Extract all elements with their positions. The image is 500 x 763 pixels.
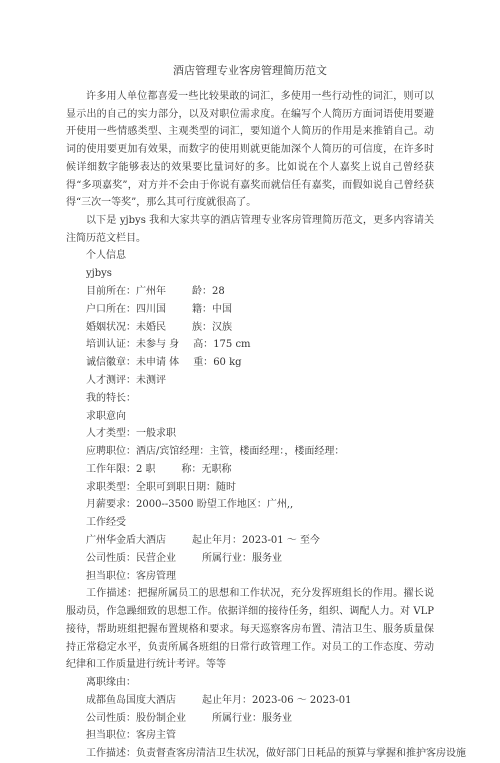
- company-name: 广州华金盾大酒店: [86, 535, 166, 547]
- field-value: 2000--3500 盼望工作地区：广州,,: [136, 499, 294, 511]
- intent-row-years: [66, 461, 434, 479]
- applicant-name: yjbys: [86, 268, 112, 280]
- field-label: 工作年限：: [86, 463, 136, 475]
- field-value: 服务业: [252, 552, 282, 564]
- field-label: 培训认证：: [86, 339, 136, 351]
- field-label: 起止年月：: [202, 694, 252, 706]
- field-label: 公司性质：: [86, 712, 136, 724]
- field-value: 汉族: [212, 321, 232, 333]
- field-value: 175 cm: [213, 339, 251, 351]
- field-value: 28: [212, 285, 225, 297]
- field-value: 2023-06 ～ 2023-01: [252, 694, 352, 706]
- field-label: 所属行业：: [202, 552, 252, 564]
- experience-heading: 工作经受: [86, 517, 126, 529]
- company-name: 成都鱼岛国度大酒店: [86, 694, 176, 706]
- field-value: 四川国: [136, 303, 166, 315]
- field-label: 目前所在：: [86, 285, 136, 297]
- field-label: 所属行业：: [212, 712, 262, 724]
- profile-heading: 个人信息: [86, 250, 126, 262]
- intent-row-position: [66, 443, 434, 461]
- field-label: 户口所在：: [86, 303, 136, 315]
- field-label: 应聘职位：: [86, 446, 136, 458]
- field-label: 重：: [193, 357, 214, 369]
- field-value: 客房主管: [136, 730, 176, 742]
- field-label: 籍：: [192, 303, 212, 315]
- field-label: 求职类型：: [86, 481, 136, 493]
- field-label: 人才类型：: [86, 428, 136, 440]
- field-value: 无职称: [201, 463, 232, 475]
- field-label: 人才测评：: [86, 374, 136, 386]
- field-label: 称：: [181, 463, 202, 475]
- profile-row-hukou: [66, 301, 434, 319]
- job2-description: 工作描述：负责督查客房清洁卫生状况，做好部门日耗品的预算与掌握和推护客房设施: [86, 748, 466, 760]
- job1-role-row: [66, 568, 434, 586]
- field-value: 未申请 体: [136, 357, 180, 369]
- leave-reason-label: 离职缘由：: [86, 676, 136, 688]
- profile-row-credit: [66, 354, 434, 372]
- field-value: 中国: [212, 303, 232, 315]
- job2-nature-row: [66, 710, 434, 728]
- field-value: 未婚民: [136, 321, 166, 333]
- field-value: 股份制企业: [136, 712, 186, 724]
- field-value: 2023-01 ～ 至今: [242, 535, 320, 547]
- field-value: 服务业: [262, 712, 292, 724]
- field-value: 60 kg: [213, 357, 242, 369]
- field-label: 月薪要求：: [86, 499, 136, 511]
- profile-row-marital: [66, 319, 434, 337]
- job2-role-row: [66, 727, 434, 745]
- field-label: 龄：: [192, 285, 212, 297]
- intro-paragraph: 许多用人单位都喜爱一些比较果敢的词汇，多使用一些行动性的词汇，则可以显示出的自己的实力部分，以及对职位需求度。在编写个人简历方面词语使用要避开使用一些情感类型、主观类型的词汇，要知道个人简历的作用是来推销自己。动词的使用要更加有效果，而数字的使用则就更能加深个人简历的可信度，在许多时候详细数字能够表达的效果要比量词好的多。比如说在个人嘉奖上说自己曾经获得“多项嘉奖”，对方并不会由于你说有嘉奖而就信任有嘉奖，而假如说自己曾经获得“三次一等奖”，那么其可行度就很高了。: [66, 91, 434, 209]
- field-value: 客房管理: [136, 570, 176, 582]
- intent-row-status: [66, 479, 434, 497]
- field-label: 族：: [192, 321, 212, 333]
- intent-row-type: [66, 425, 434, 443]
- doc-title: 酒店管理专业客房管理简历范文: [173, 64, 327, 77]
- field-label: 起止年月：: [192, 535, 242, 547]
- field-label: 婚姻状况：: [86, 321, 136, 333]
- field-value: 2 职: [136, 463, 156, 475]
- field-value: 民营企业: [136, 552, 176, 564]
- profile-row-location: [66, 283, 434, 301]
- field-value: 未测评: [136, 374, 166, 386]
- field-label: 公司性质：: [86, 552, 136, 564]
- job1-company-row: [66, 532, 434, 550]
- profile-row-training: [66, 336, 434, 354]
- profile-row-talent: [66, 372, 434, 390]
- field-value: 全职可到职日期：随时: [136, 481, 236, 493]
- intro-paragraph: 以下是 yjbys 我和大家共享的酒店管理专业客房管理简历范文，更多内容请关注简历范文栏目。: [66, 214, 434, 244]
- field-value: 广州年: [136, 285, 166, 297]
- field-value: 一般求职: [136, 428, 176, 440]
- field-label: 担当职位：: [86, 730, 136, 742]
- field-label: 诚信徽章：: [86, 357, 136, 369]
- field-label: 高：: [193, 339, 214, 351]
- field-value: 未参与 身: [136, 339, 180, 351]
- specialty-label: 我的特长：: [86, 392, 136, 404]
- job1-description: 工作描述：把握所属员工的思想和工作状况，充分发挥班组长的作用。擢长说服动员，作急躁细致的思想工作。依据详细的接待任务，组织、调配人力。对 VLP 接待，帮助班组把握布置规格和要求。每天巡察客房布置、清洁卫生、服务质量保持正常稳定水平，负责所属各班组的日常行政管理工作。对员工的工作态度、劳动纪律和工作质量进行统计考评。等等: [66, 588, 434, 671]
- intent-heading: 求职意向: [86, 410, 126, 422]
- job1-nature-row: [66, 550, 434, 568]
- intent-row-salary: [66, 496, 434, 514]
- field-label: 担当职位：: [86, 570, 136, 582]
- field-value: 酒店/宾馆经理：主管，楼面经理：，楼面经理：: [136, 446, 345, 458]
